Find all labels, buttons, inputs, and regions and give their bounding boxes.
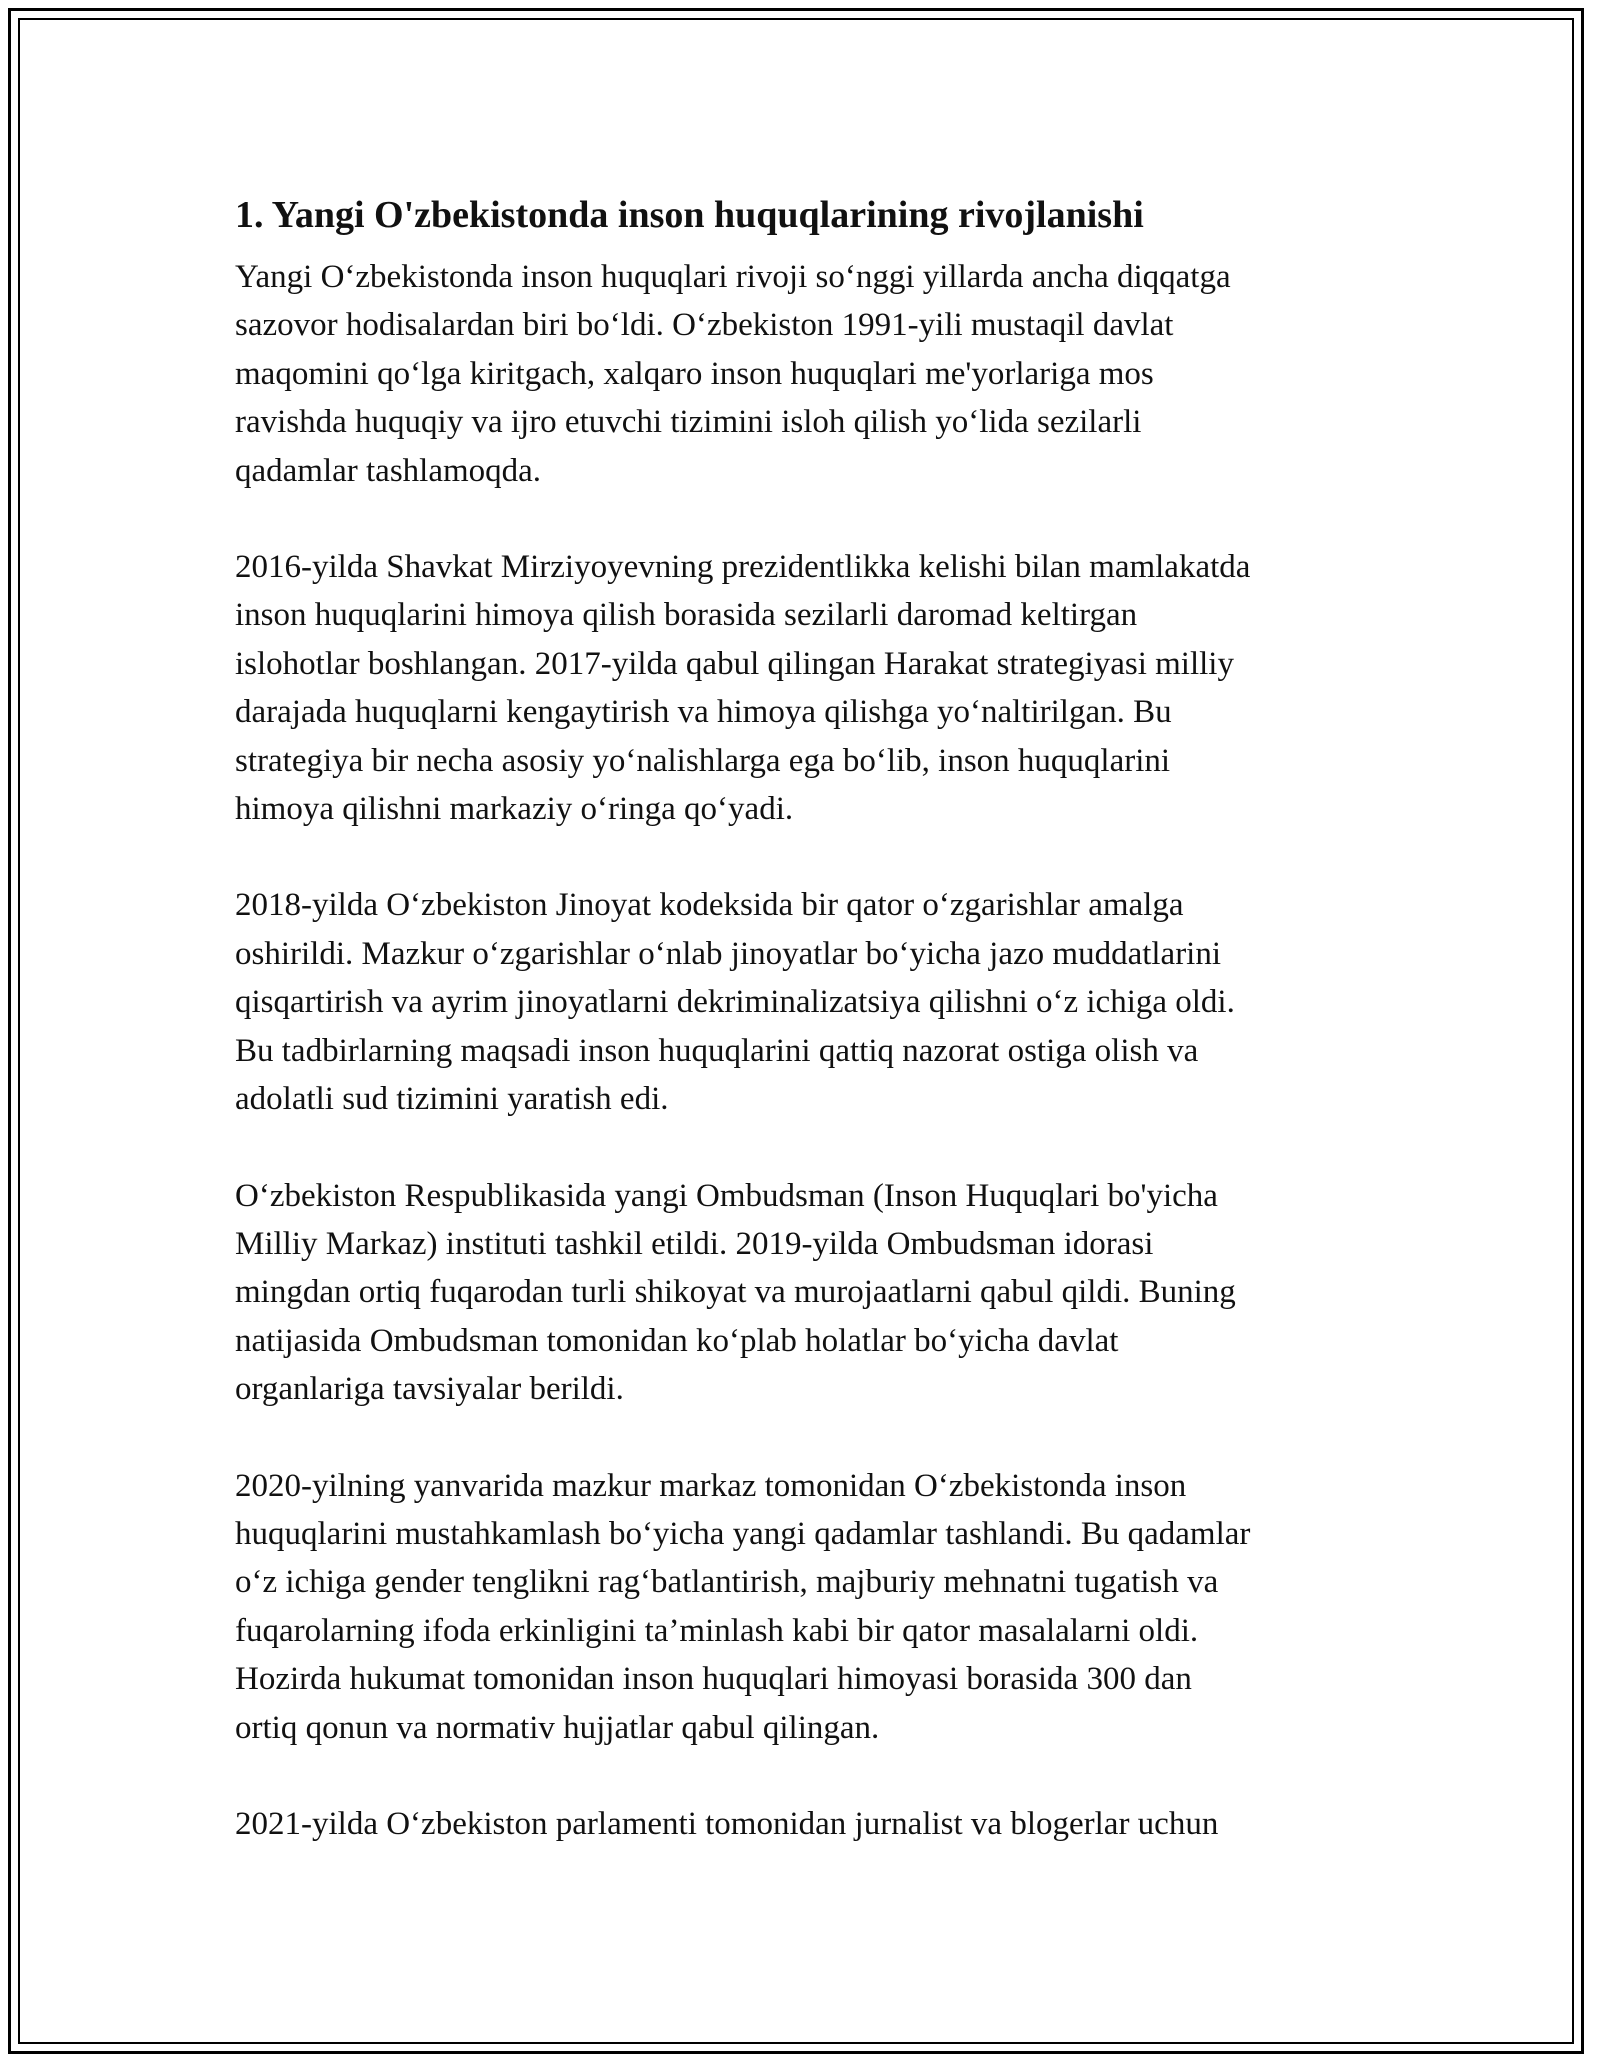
- paragraph-line: Yangi Oʻzbekistonda inson huquqlari rivoji soʻnggi yillarda ancha diqqatga: [235, 259, 1231, 295]
- paragraph-line: oʻz ichiga gender tenglikni ragʻbatlantirish, majburiy mehnatni tugatish va: [235, 1564, 1219, 1601]
- paragraph-line: strategiya bir necha asosiy yoʻnalishlarga ega boʻlib, inson huquqlarini: [235, 742, 1171, 779]
- paragraph: [235, 881, 1395, 1123]
- paragraph-line: Oʻzbekiston Respublikasida yangi Ombudsman (Inson Huquqlari bo'yicha: [235, 1177, 1218, 1214]
- paragraph-line: darajada huquqlarni kengaytirish va himoya qilishga yoʻnaltirilgan. Bu: [235, 694, 1172, 731]
- paragraph-line: huquqlarini mustahkamlash boʻyicha yangi qadamlar tashlandi. Bu qadamlar: [235, 1515, 1251, 1552]
- paragraph-line: adolatli sud tizimini yaratish edi.: [235, 1081, 669, 1118]
- paragraph-line: fuqarolarning ifoda erkinligini ta’minlash kabi bir qator masalalarni oldi.: [235, 1612, 1199, 1649]
- paragraph-line: ravishda huquqiy va ijro etuvchi tizimini isloh qilish yoʻlida sezilarli: [235, 404, 1142, 441]
- document-body: [235, 185, 1395, 1896]
- paragraph-line: mingdan ortiq fuqarodan turli shikoyat va murojaatlarni qabul qildi. Buning: [235, 1274, 1236, 1311]
- paragraph: [235, 543, 1395, 833]
- paragraph-line: Milliy Markaz) instituti tashkil etildi. 2019-yilda Ombudsman idorasi: [235, 1225, 1154, 1262]
- paragraph-line: Bu tadbirlarning maqsadi inson huquqlarini qattiq nazorat ostiga olish va: [235, 1032, 1199, 1069]
- paragraph-line: organlariga tavsiyalar berildi.: [235, 1371, 624, 1408]
- paragraph-line: 2016-yilda Shavkat Mirziyoyevning prezidentlikka kelishi bilan mamlakatda: [235, 549, 1251, 586]
- paragraph-line: 2020-yilning yanvarida mazkur markaz tomonidan Oʻzbekistonda inson: [235, 1467, 1187, 1504]
- paragraph-line: qadamlar tashlamoqda.: [235, 452, 542, 489]
- paragraph-line: maqomini qoʻlga kiritgach, xalqaro inson huquqlari me'yorlariga mos: [235, 355, 1154, 392]
- paragraph-line: islohotlar boshlangan. 2017-yilda qabul qilingan Harakat strategiyasi milliy: [235, 645, 1234, 682]
- paragraph-line: Hozirda hukumat tomonidan inson huquqlari himoyasi borasida 300 dan: [235, 1661, 1192, 1698]
- paragraph-line: himoya qilishni markaziy oʻringa qoʻyadi.: [235, 791, 794, 828]
- paragraph-line: qisqartirish va ayrim jinoyatlarni dekriminalizatsiya qilishni oʻz ichiga oldi.: [235, 984, 1235, 1021]
- paragraph-line: oshirildi. Mazkur oʻzgarishlar oʻnlab jinoyatlar boʻyicha jazo muddatlarini: [235, 935, 1222, 972]
- paragraph: [235, 1462, 1395, 1752]
- paragraph-line: ortiq qonun va normativ hujjatlar qabul qilingan.: [235, 1709, 880, 1746]
- paragraph-line: 2021-yilda Oʻzbekiston parlamenti tomonidan jurnalist va blogerlar uchun: [235, 1805, 1219, 1842]
- paragraph: [235, 253, 1395, 495]
- paragraph-line: inson huquqlarini himoya qilish borasida sezilarli daromad keltirgan: [235, 597, 1138, 634]
- paragraph: [235, 1800, 1395, 1848]
- paragraph-line: 2018-yilda Oʻzbekiston Jinoyat kodeksida bir qator oʻzgarishlar amalga: [235, 887, 1184, 924]
- paragraph: [235, 1172, 1395, 1414]
- paragraph-line: sazovor hodisalardan biri boʻldi. Oʻzbekiston 1991-yili mustaqil davlat: [235, 307, 1174, 344]
- paragraph-line: natijasida Ombudsman tomonidan koʻplab holatlar boʻyicha davlat: [235, 1322, 1119, 1359]
- section-heading: 1. Yangi O'zbekistonda inson huquqlarining rivojlanishi: [235, 194, 1144, 236]
